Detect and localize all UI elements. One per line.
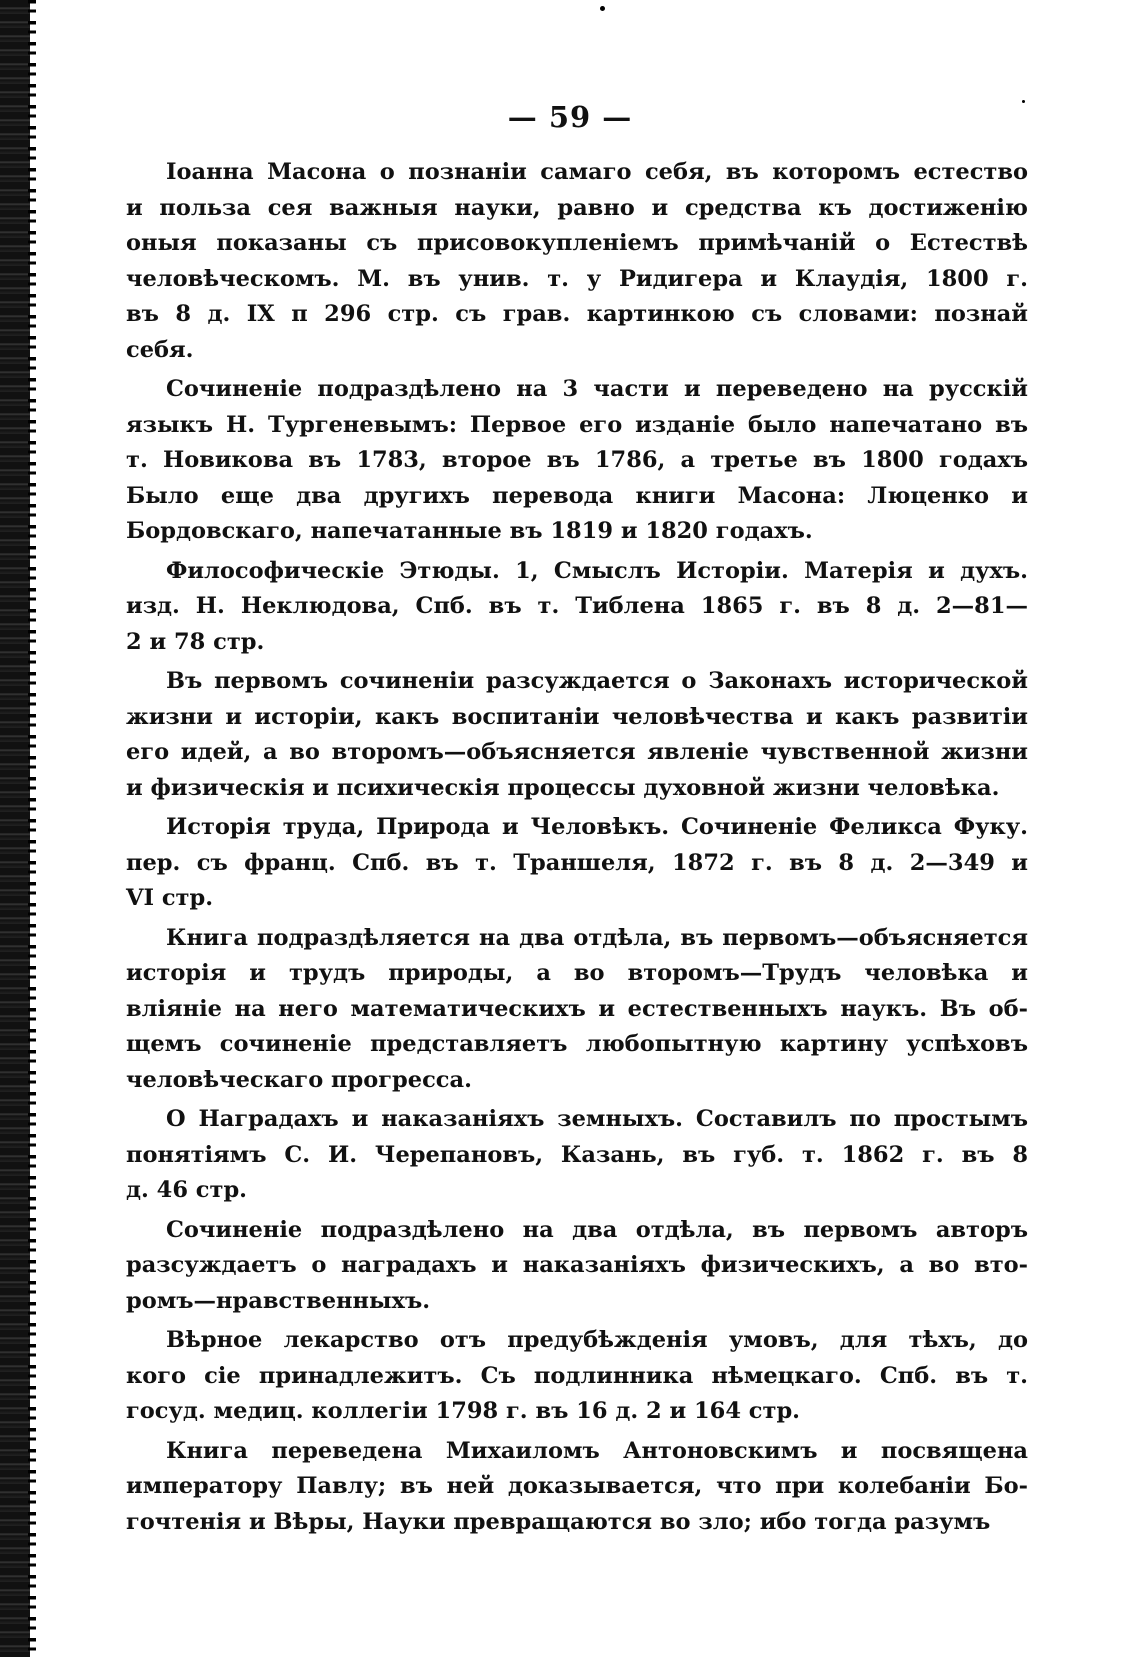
text-line: вліяніе на него математическихъ и естественныхъ наукъ. Въ об-	[126, 995, 1028, 1022]
bibliography-entry	[126, 1102, 1028, 1209]
entry-description	[126, 664, 1028, 806]
text-line: Сочиненіе подраздѣлено на два отдѣла, въ первомъ авторъ	[166, 1216, 1028, 1243]
text-line: и польза сея важныя науки, равно и средства къ достиженію	[126, 194, 1028, 221]
ink-speck	[600, 6, 605, 11]
text-line: госуд. медиц. коллегіи 1798 г. въ 16 д. 2 и 164 стр.	[126, 1398, 801, 1424]
text-line: Въ первомъ сочиненіи разсуждается о Законахъ исторической	[166, 668, 1028, 694]
text-line: себя.	[126, 336, 194, 363]
text-line: человѣческомъ. М. въ унив. т. у Ридигера и Клаудія, 1800 г.	[126, 265, 1028, 292]
text-line: Книга переведена Михаиломъ Антоновскимъ и посвящена	[166, 1437, 1028, 1464]
text-line: ромъ—нравственныхъ.	[126, 1287, 431, 1314]
text-line: Бордовскаго, напечатанные въ 1819 и 1820 годахъ.	[126, 518, 813, 544]
text-line: оныя показаны съ присовокупленіемъ примѣчаній о Естествѣ	[126, 230, 1028, 256]
text-line: изд. Н. Неклюдова, Спб. въ т. Тиблена 1865 г. въ 8 д. 2—81—	[126, 593, 1028, 619]
text-line: Было еще два другихъ перевода книги Масона: Люценко и	[126, 482, 1028, 509]
entry-description	[126, 372, 1028, 550]
text-line: понятіямъ С. И. Черепановъ, Казань, въ губ. т. 1862 г. въ 8	[126, 1141, 1028, 1168]
book-spine-edge	[0, 0, 30, 1657]
text-line: пер. съ франц. Спб. въ т. Траншеля, 1872 г. въ 8 д. 2—349 и	[126, 849, 1028, 876]
text-line: Іоанна Масона о познаніи самаго себя, въ которомъ естество	[166, 159, 1028, 185]
text-line: 2 и 78 стр.	[126, 628, 265, 655]
entry-description	[126, 921, 1028, 1099]
bibliography-entry	[126, 554, 1028, 661]
text-line: т. Новикова въ 1783, второе въ 1786, а третье въ 1800 годахъ	[126, 447, 1028, 473]
entry-description	[126, 1434, 1028, 1541]
text-line: VI стр.	[126, 885, 214, 911]
text-line: языкъ Н. Тургеневымъ: Первое его изданіе было напечатано въ	[126, 411, 1028, 438]
page-body-text	[126, 155, 1028, 1544]
text-line: кого сіе принадлежитъ. Съ подлинника нѣмецкаго. Спб. въ т.	[126, 1362, 1028, 1389]
text-line: человѣческаго прогресса.	[126, 1066, 472, 1093]
text-line: исторія и трудъ природы, а во второмъ—Трудъ человѣка и	[126, 960, 1028, 986]
text-line: Философическіе Этюды. 1, Смыслъ Исторіи. Матерія и духъ.	[166, 557, 1028, 584]
text-line: и физическія и психическія процессы духовной жизни человѣка.	[126, 774, 1000, 801]
text-line: жизни и исторіи, какъ воспитаніи человѣчества и какъ развитіи	[126, 703, 1028, 730]
text-line: гочтенія и Вѣры, Науки превращаются во зло; ибо тогда разумъ	[126, 1508, 991, 1535]
text-line: щемъ сочиненіе представляетъ любопытную картину успѣховъ	[126, 1031, 1028, 1057]
bibliography-entry	[126, 810, 1028, 917]
text-line: императору Павлу; въ ней доказывается, что при колебаніи Бо-	[126, 1473, 1028, 1499]
text-line: О Наградахъ и наказаніяхъ земныхъ. Составилъ по простымъ	[166, 1106, 1028, 1132]
entry-description	[126, 1213, 1028, 1320]
text-line: разсуждаетъ о наградахъ и наказаніяхъ физическихъ, а во вто-	[126, 1252, 1028, 1278]
text-line: Вѣрное лекарство отъ предубѣжденія умовъ, для тѣхъ, до	[166, 1327, 1028, 1353]
text-line: въ 8 д. IX п 296 стр. съ грав. картинкою съ словами: познай	[126, 301, 1028, 327]
bibliography-entry	[126, 1323, 1028, 1430]
text-line: Книга подраздѣляется на два отдѣла, въ первомъ—объясняется	[166, 924, 1028, 951]
text-line: Сочиненіе подраздѣлено на 3 части и переведено на русскій	[166, 376, 1028, 402]
bibliography-entry	[126, 155, 1028, 368]
page-number: — 59 —	[507, 100, 633, 134]
text-line: его идей, а во второмъ—объясняется явленіе чувственной жизни	[126, 739, 1028, 765]
text-line: д. 46 стр.	[126, 1177, 248, 1203]
text-line: Исторія труда, Природа и Человѣкъ. Сочиненіе Феликса Фуку.	[166, 814, 1028, 840]
